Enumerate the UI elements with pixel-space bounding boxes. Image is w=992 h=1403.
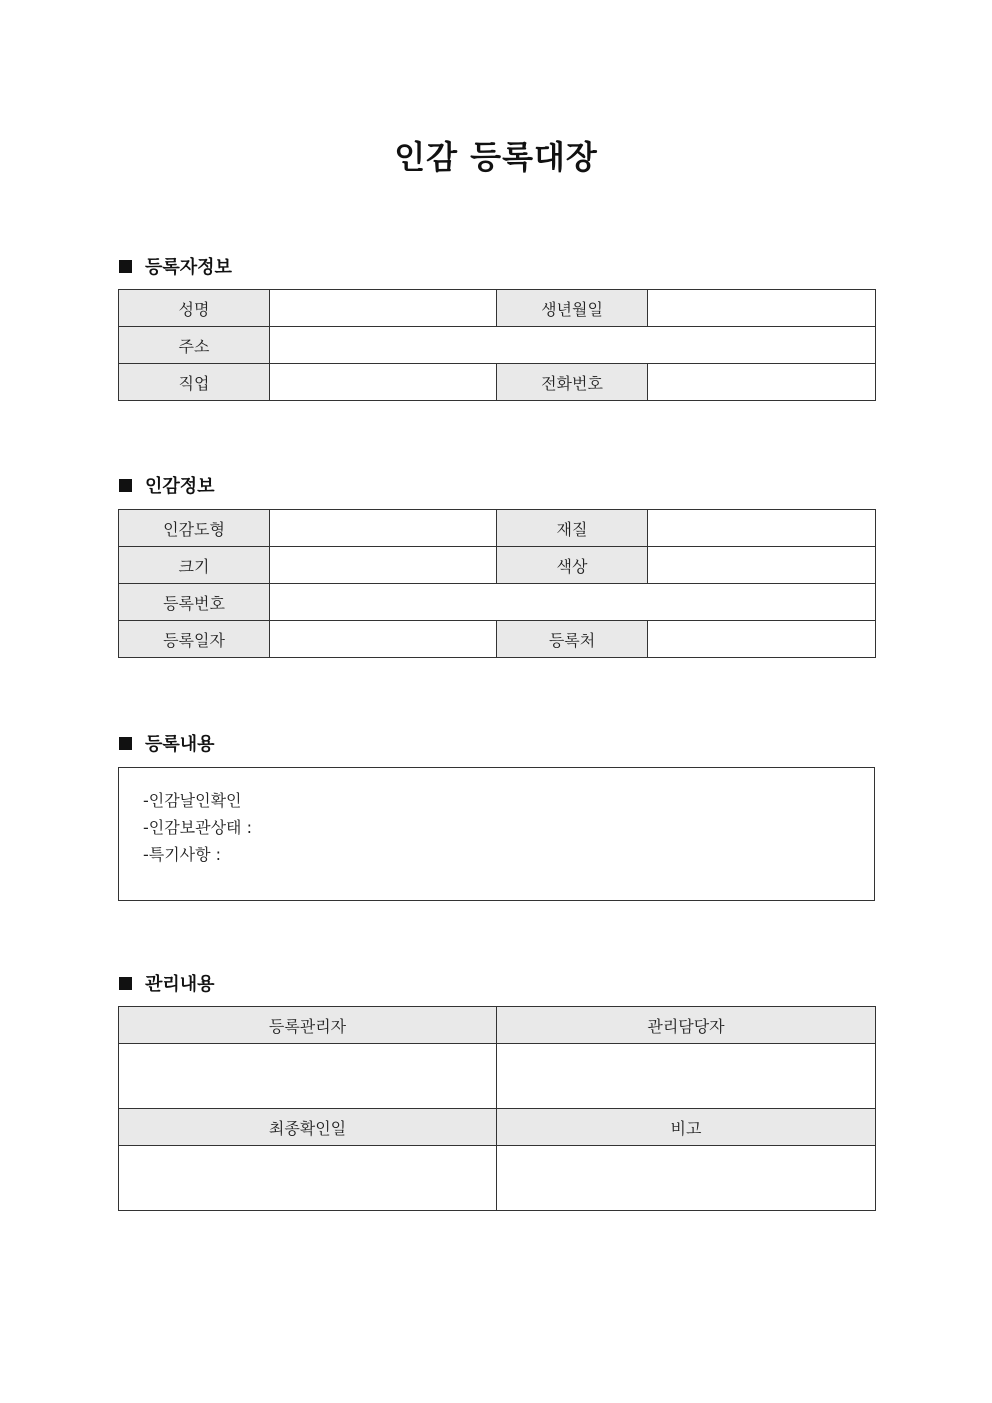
section-heading-registrant	[119, 253, 232, 279]
remarks-label: 비고	[497, 1109, 876, 1146]
final-check-date-field[interactable]	[119, 1146, 497, 1211]
reg-number-field[interactable]	[270, 584, 876, 621]
table-row	[119, 510, 876, 547]
phone-label: 전화번호	[497, 364, 648, 401]
registrant-table	[118, 289, 876, 401]
table-row	[119, 1109, 876, 1146]
table-row	[119, 1044, 876, 1109]
material-label: 재질	[497, 510, 648, 547]
table-row	[119, 547, 876, 584]
occupation-field[interactable]	[270, 364, 497, 401]
management-table	[118, 1006, 876, 1211]
section-heading-label: 등록자정보	[145, 257, 232, 278]
final-check-date-label: 최종확인일	[119, 1109, 497, 1146]
seal-shape-label: 인감도형	[119, 510, 270, 547]
section-heading-label: 인감정보	[145, 476, 215, 497]
reg-date-field[interactable]	[270, 621, 497, 658]
manager-in-charge-field[interactable]	[497, 1044, 876, 1109]
seal-table	[118, 509, 876, 658]
color-label: 색상	[497, 547, 648, 584]
material-field[interactable]	[648, 510, 876, 547]
table-row	[119, 327, 876, 364]
reg-manager-field[interactable]	[119, 1044, 497, 1109]
square-bullet-icon	[119, 977, 132, 990]
birthdate-label: 생년월일	[497, 290, 648, 327]
table-row	[119, 621, 876, 658]
address-field[interactable]	[270, 327, 876, 364]
table-row	[119, 1007, 876, 1044]
page-title: 인감 등록대장	[394, 138, 598, 176]
manager-in-charge-label: 관리담당자	[497, 1007, 876, 1044]
address-label: 주소	[119, 327, 270, 364]
reg-manager-label: 등록관리자	[119, 1007, 497, 1044]
phone-field[interactable]	[648, 364, 876, 401]
section-heading-label: 관리내용	[145, 974, 215, 995]
section-heading-content	[119, 730, 215, 756]
birthdate-field[interactable]	[648, 290, 876, 327]
table-row	[119, 584, 876, 621]
special-notes-line: -특기사항 :	[143, 845, 222, 864]
section-heading-seal	[119, 472, 215, 498]
table-row	[119, 290, 876, 327]
table-row	[119, 364, 876, 401]
table-row	[119, 1146, 876, 1211]
seal-storage-status-line: -인감보관상태 :	[143, 818, 252, 837]
square-bullet-icon	[119, 479, 132, 492]
seal-shape-field[interactable]	[270, 510, 497, 547]
reg-place-label: 등록처	[497, 621, 648, 658]
reg-place-field[interactable]	[648, 621, 876, 658]
size-label: 크기	[119, 547, 270, 584]
name-label: 성명	[119, 290, 270, 327]
reg-date-label: 등록일자	[119, 621, 270, 658]
seal-stamp-check-line: -인감날인확인	[143, 791, 242, 810]
square-bullet-icon	[119, 737, 132, 750]
occupation-label: 직업	[119, 364, 270, 401]
section-heading-label: 등록내용	[145, 734, 215, 755]
name-field[interactable]	[270, 290, 497, 327]
registration-content-box[interactable]	[118, 767, 875, 901]
color-field[interactable]	[648, 547, 876, 584]
remarks-field[interactable]	[497, 1146, 876, 1211]
square-bullet-icon	[119, 260, 132, 273]
section-heading-management	[119, 970, 215, 996]
size-field[interactable]	[270, 547, 497, 584]
reg-number-label: 등록번호	[119, 584, 270, 621]
